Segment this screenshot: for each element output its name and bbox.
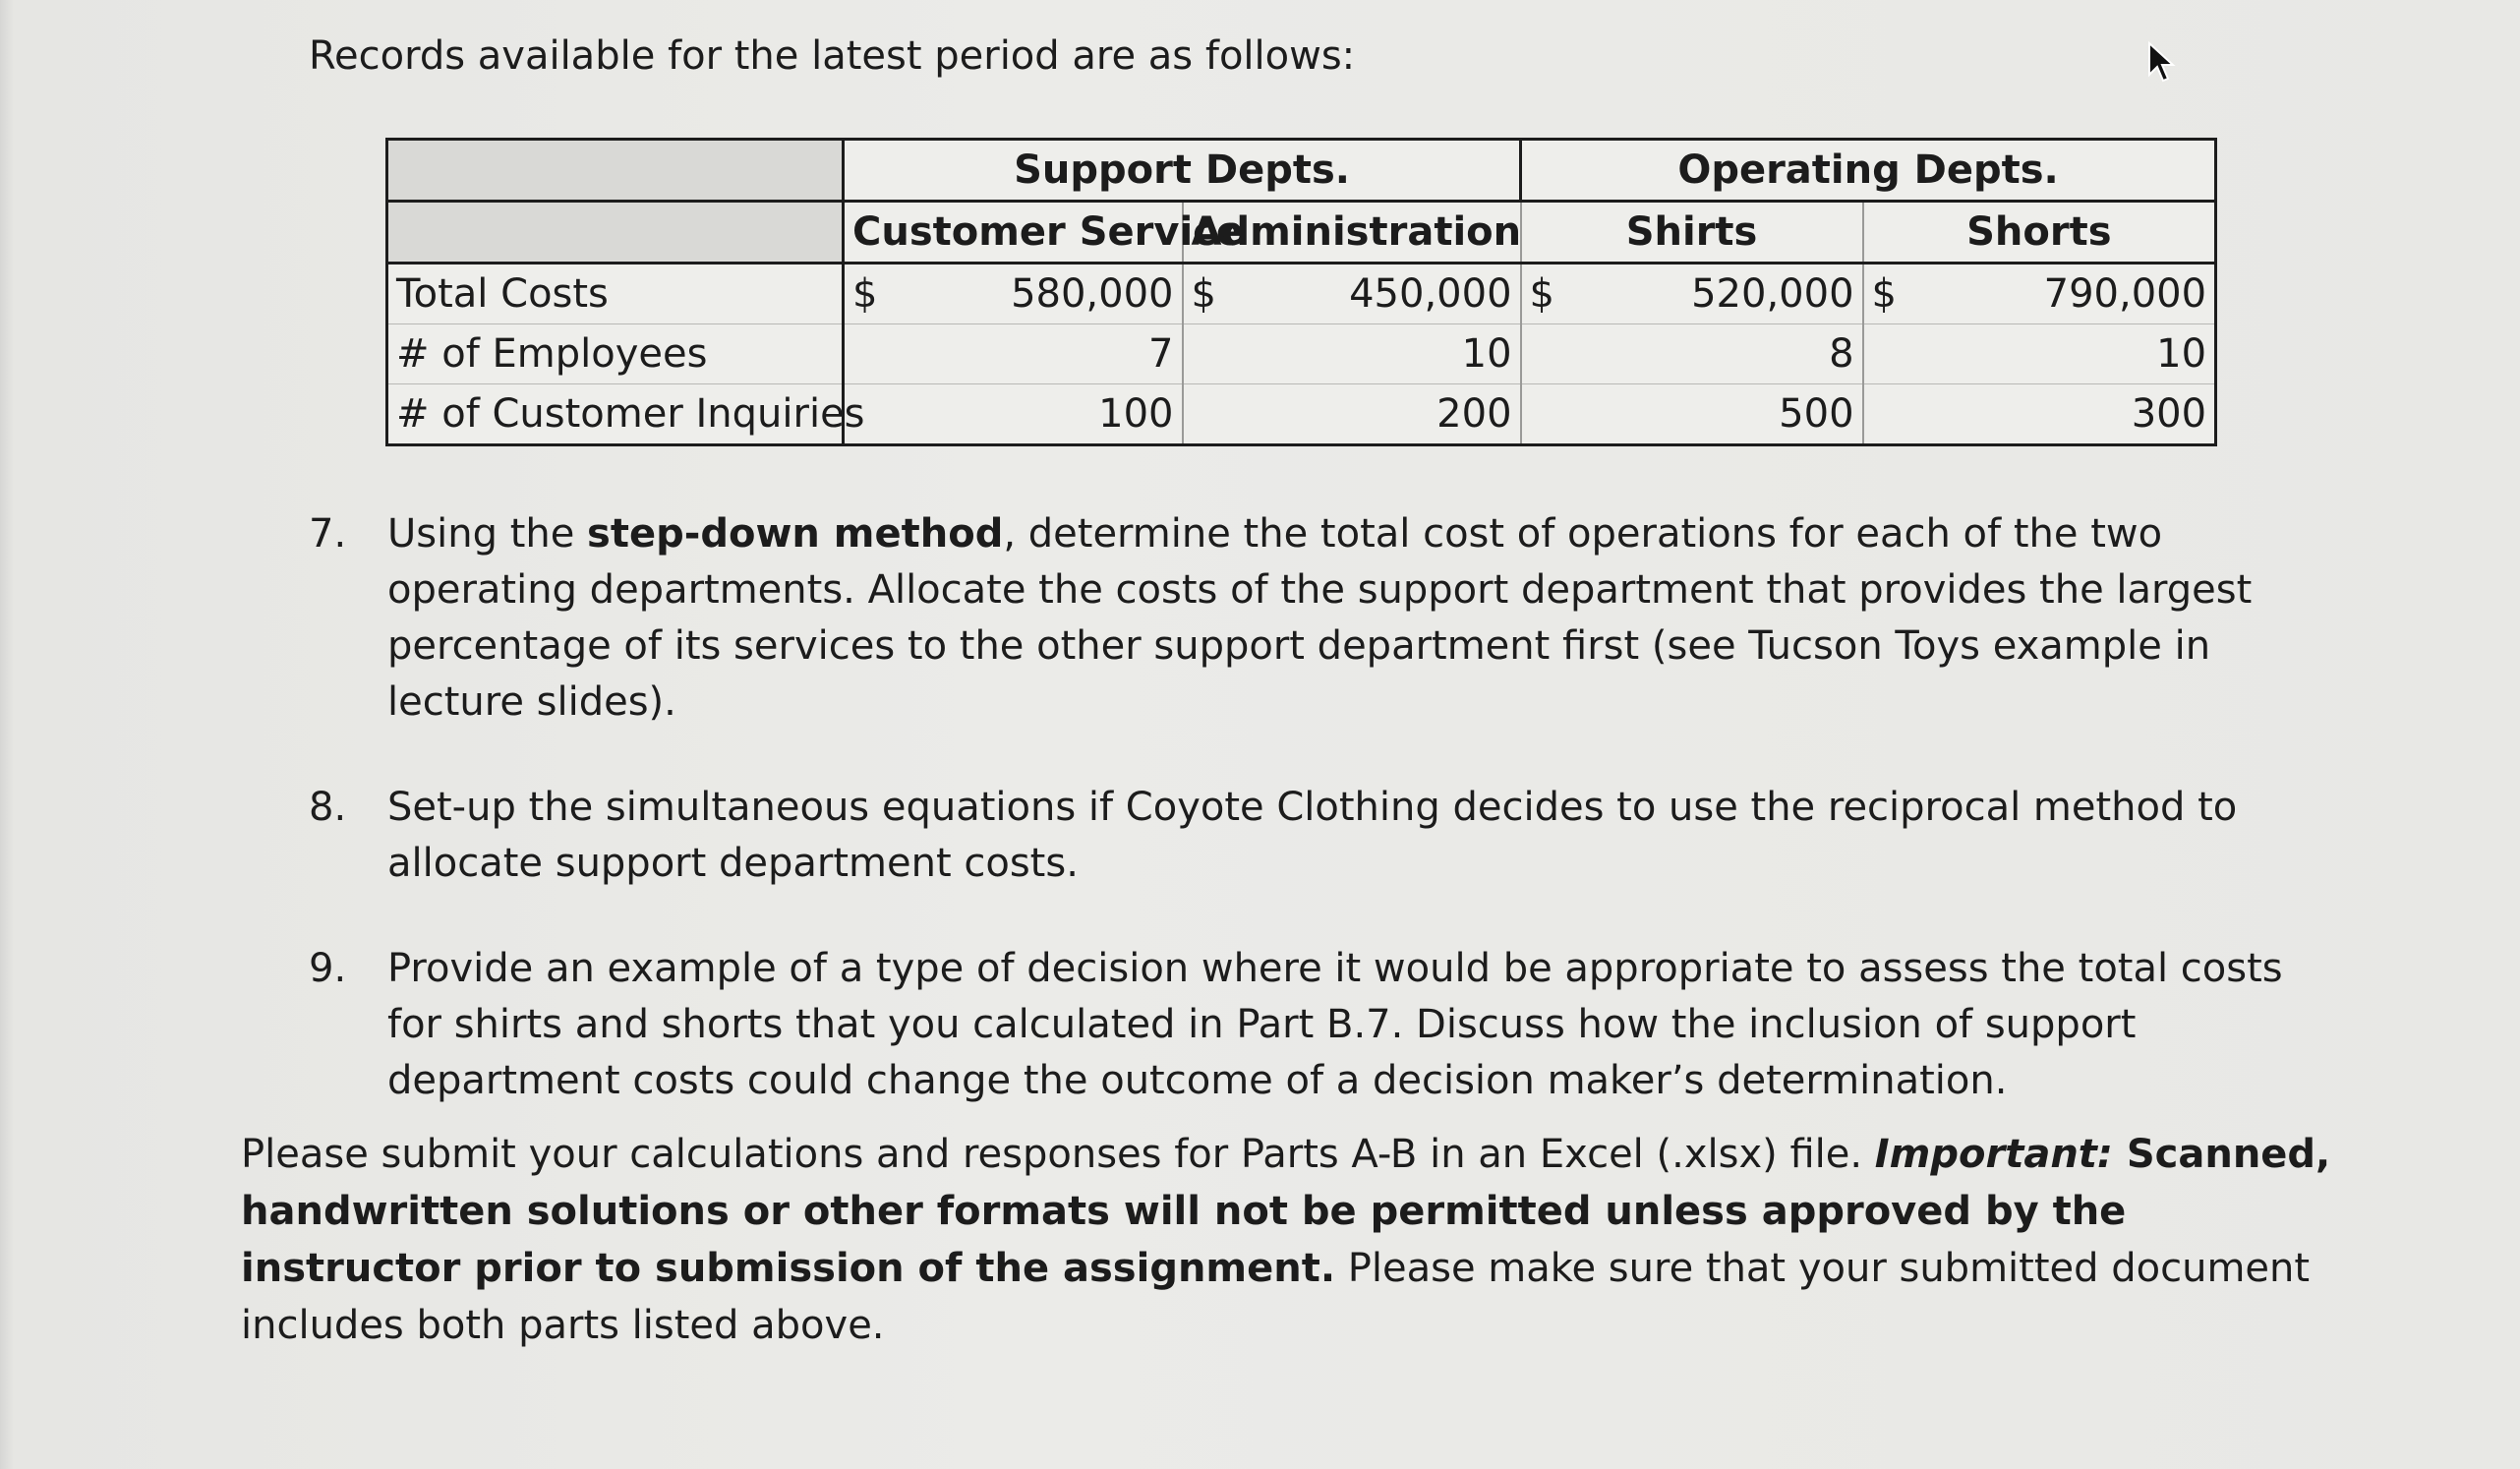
question-number: 7.: [309, 511, 347, 557]
question-7: [309, 506, 2334, 731]
cell-value: 100: [844, 384, 1183, 445]
column-header: Customer Service: [844, 202, 1183, 264]
support-depts-header: Support Depts.: [844, 140, 1521, 202]
cell-value: 10: [1183, 324, 1521, 384]
cost-value: 520,000: [1564, 264, 1863, 324]
currency-symbol: $: [1521, 264, 1564, 324]
mouse-pointer-icon: [2145, 41, 2175, 85]
table-row-employees: [387, 324, 2216, 384]
submission-note: [241, 1126, 2345, 1354]
cell-value: 500: [1521, 384, 1863, 445]
question-emphasis: step-down method: [587, 511, 1004, 557]
table-row-total-costs: [387, 264, 2216, 324]
question-number: 9.: [309, 946, 347, 991]
operating-depts-header: Operating Depts.: [1521, 140, 2216, 202]
submission-tail: Please make sure that your submitted document includes both parts listed above.: [241, 1246, 2311, 1348]
question-list: [309, 506, 2334, 1158]
important-label: Important:: [1874, 1132, 2113, 1177]
row-label: # of Employees: [387, 324, 844, 384]
question-text: [387, 506, 2334, 731]
cell-value: 7: [844, 324, 1183, 384]
important-text: Scanned, handwritten solutions or other formats will not be permitted unless approved by the instructor prior to submission of the assignment.: [241, 1132, 2331, 1291]
cell-value: 300: [1863, 384, 2216, 445]
cost-value: 580,000: [887, 264, 1183, 324]
column-header: Administration: [1183, 202, 1521, 264]
intro-text: Records available for the latest period are as follows:: [309, 33, 1356, 79]
question-text: Provide an example of a type of decision where it would be appropriate to assess the total costs for shirts and shorts that you calculated in Part B.7. Discuss how the inclusion of support department costs could change the outcome of a decision maker’s determination.: [387, 946, 2283, 1103]
row-label: Total Costs: [387, 264, 844, 324]
question-text: Set-up the simultaneous equations if Coyote Clothing decides to use the reciprocal method to allocate support department costs.: [387, 785, 2238, 886]
cost-value: 790,000: [1906, 264, 2216, 324]
currency-symbol: $: [1863, 264, 1906, 324]
currency-symbol: $: [1183, 264, 1226, 324]
column-header: Shorts: [1863, 202, 2216, 264]
records-table: [385, 138, 2217, 446]
cell-value: 10: [1863, 324, 2216, 384]
submission-lead: Please submit your calculations and responses for Parts A-B in an Excel (.xlsx) file.: [241, 1132, 1875, 1177]
currency-symbol: $: [844, 264, 887, 324]
question-text-part: Using the: [387, 511, 588, 557]
question-9: [309, 941, 2334, 1109]
cell-value: 8: [1521, 324, 1863, 384]
table-row-inquiries: [387, 384, 2216, 445]
question-text-part: , determine the total cost of operations for each of the two operating departments. Allocate the costs of the support department that provides the largest percentage of its services to the other support department first (see Tucson Toys example in lecture slides).: [387, 511, 2253, 725]
row-header-blank: [387, 202, 844, 264]
question-8: [309, 780, 2334, 892]
corner-cell: [387, 140, 844, 202]
column-header: Shirts: [1521, 202, 1863, 264]
cost-value: 450,000: [1226, 264, 1521, 324]
question-number: 8.: [309, 785, 347, 830]
cell-value: 200: [1183, 384, 1521, 445]
row-label: # of Customer Inquiries: [387, 384, 844, 445]
